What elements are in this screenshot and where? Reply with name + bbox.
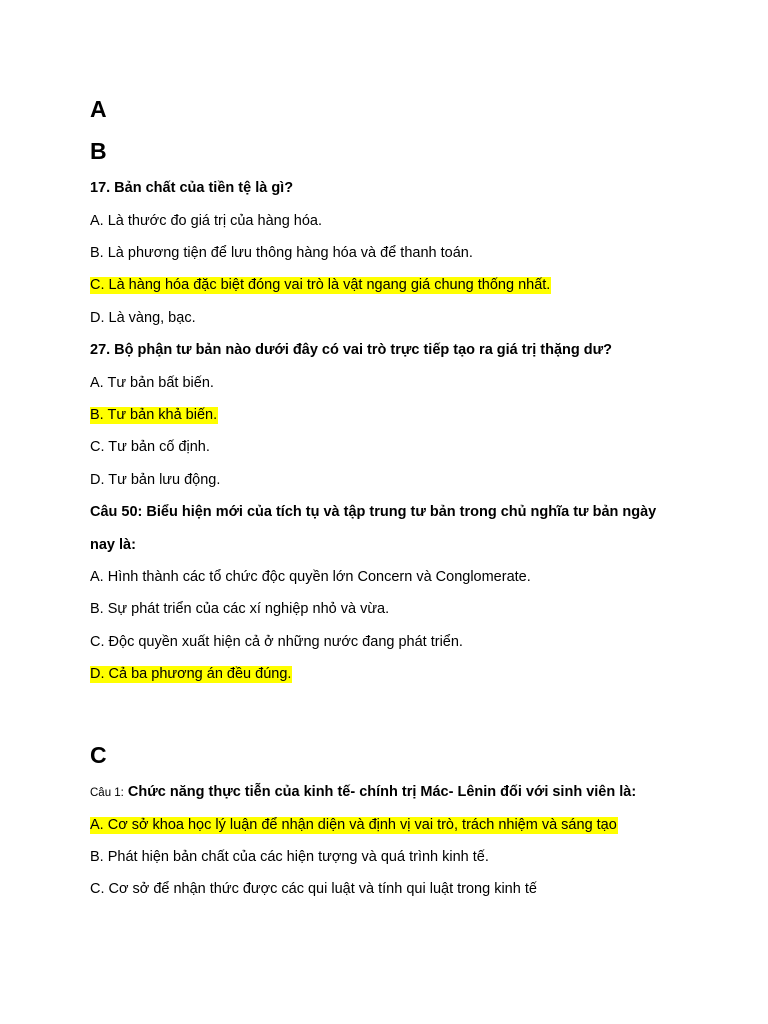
answer-highlight: D. Cả ba phương án đều đúng. (90, 666, 292, 682)
q27-option-b-answer (90, 405, 218, 425)
q27-option-d: D. Tư bản lưu động. (90, 472, 221, 488)
q17-option-b: B. Là phương tiện để lưu thông hàng hóa và để thanh toán. (90, 245, 473, 261)
q50-option-b: B. Sự phát triển của các xí nghiệp nhỏ và vừa. (90, 601, 390, 617)
answer-highlight: B. Tư bản khả biến. (90, 407, 218, 423)
question-17: 17. Bản chất của tiền tệ là gì? (90, 180, 294, 196)
q50-option-a: A. Hình thành các tổ chức độc quyền lớn Concern và Conglomerate. (90, 569, 531, 585)
q1-option-b: B. Phát hiện bản chất của các hiện tượng và quá trình kinh tế. (90, 849, 489, 865)
section-heading-b: B (90, 138, 107, 164)
question-50-line1: Câu 50: Biểu hiện mới của tích tụ và tập trung tư bản trong chủ nghĩa tư bản ngày (90, 504, 657, 520)
q17-option-d: D. Là vàng, bạc. (90, 310, 196, 326)
q50-option-c: C. Độc quyền xuất hiện cả ở những nước đang phát triển. (90, 634, 463, 650)
q50-option-d-answer (90, 664, 292, 684)
q1-option-a-answer (90, 815, 618, 835)
q17-option-c-answer (90, 275, 551, 295)
question-27: 27. Bộ phận tư bản nào dưới đây có vai trò trực tiếp tạo ra giá trị thặng dư? (90, 342, 613, 358)
question-50-line2: nay là: (90, 537, 136, 553)
question-1 (90, 782, 636, 803)
q1-option-c: C. Cơ sở để nhận thức được các qui luật và tính qui luật trong kinh tế (90, 881, 537, 897)
q27-option-a: A. Tư bản bất biến. (90, 375, 214, 391)
q17-option-a: A. Là thước đo giá trị của hàng hóa. (90, 213, 323, 229)
question-1-text: Chức năng thực tiễn của kinh tế- chính trị Mác- Lênin đối với sinh viên là: (127, 784, 637, 800)
question-1-prefix: Câu 1: (90, 787, 124, 799)
q27-option-c: C. Tư bản cố định. (90, 439, 210, 455)
section-heading-c: C (90, 742, 107, 768)
answer-highlight: C. Là hàng hóa đặc biệt đóng vai trò là vật ngang giá chung thống nhất. (90, 277, 551, 293)
section-heading-a: A (90, 96, 107, 122)
answer-highlight: A. Cơ sở khoa học lý luận để nhận diện và định vị vai trò, trách nhiệm và sáng tạo (90, 817, 617, 833)
